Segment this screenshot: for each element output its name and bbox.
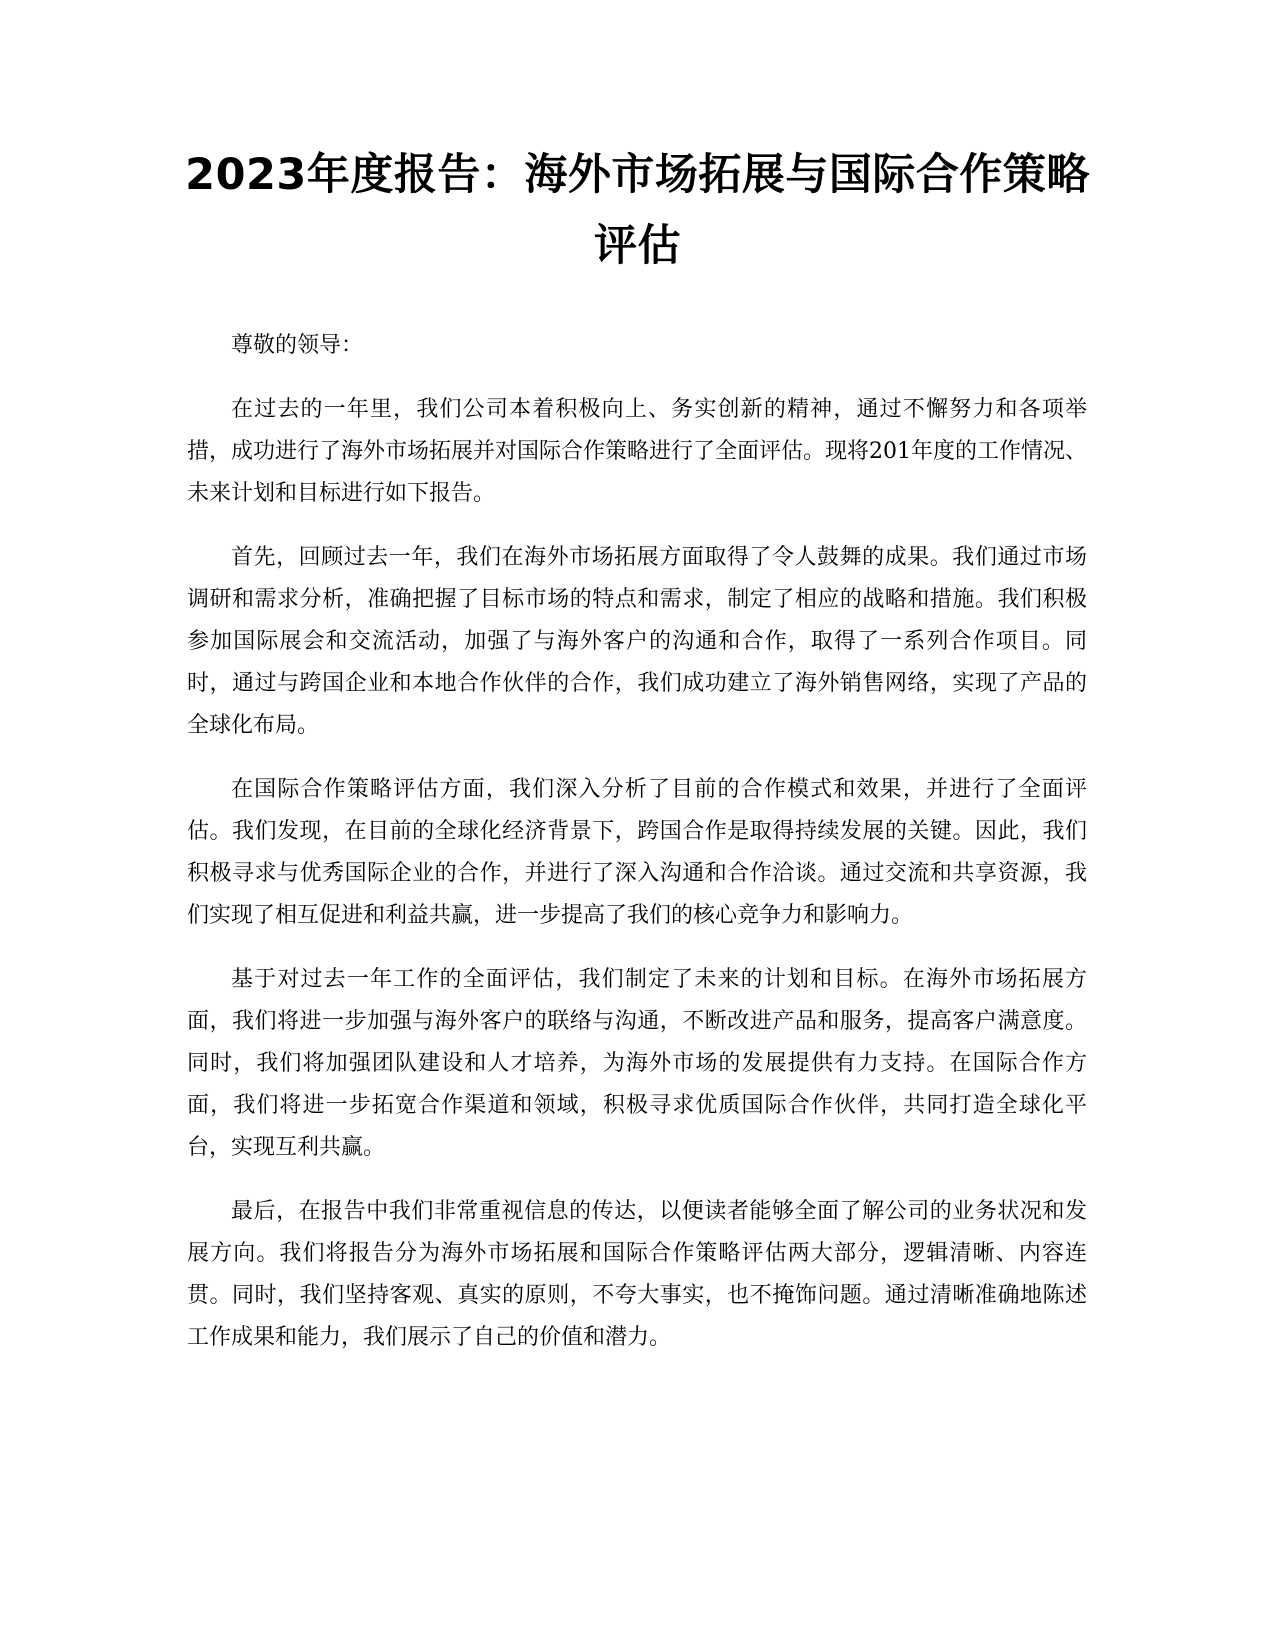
document-title: 2023年度报告：海外市场拓展与国际合作策略评估 bbox=[185, 150, 1090, 271]
document-body bbox=[187, 325, 1087, 1381]
paragraph-cooperation-evaluation: 在国际合作策略评估方面，我们深入分析了目前的合作模式和效果，并进行了全面评估。我们发现，在目前的全球化经济背景下，跨国合作是取得持续发展的关键。因此，我们积极寻求与优秀国际企业的合作，并进行了深入沟通和合作洽谈。通过交流和共享资源，我们实现了相互促进和利益共赢，进一步提高了我们的核心竞争力和影响力。 bbox=[187, 777, 1087, 928]
paragraph-intro: 在过去的一年里，我们公司本着积极向上、务实创新的精神，通过不懈努力和各项举措，成功进行了海外市场拓展并对国际合作策略进行了全面评估。现将201年度的工作情况、未来计划和目标进行如下报告。 bbox=[187, 397, 1087, 506]
paragraph-conclusion: 最后，在报告中我们非常重视信息的传达，以便读者能够全面了解公司的业务状况和发展方向。我们将报告分为海外市场拓展和国际合作策略评估两大部分，逻辑清晰、内容连贯。同时，我们坚持客观、真实的原则，不夸大事实，也不掩饰问题。通过清晰准确地陈述工作成果和能力，我们展示了自己的价值和潜力。 bbox=[187, 1199, 1087, 1350]
paragraph-future-plans: 基于对过去一年工作的全面评估，我们制定了未来的计划和目标。在海外市场拓展方面，我们将进一步加强与海外客户的联络与沟通，不断改进产品和服务，提高客户满意度。同时，我们将加强团队建设和人才培养，为海外市场的发展提供有力支持。在国际合作方面，我们将进一步拓宽合作渠道和领域，积极寻求优质国际合作伙伴，共同打造全球化平台，实现互利共赢。 bbox=[187, 967, 1087, 1160]
salutation: 尊敬的领导： bbox=[231, 333, 364, 358]
paragraph-review: 首先，回顾过去一年，我们在海外市场拓展方面取得了令人鼓舞的成果。我们通过市场调研和需求分析，准确把握了目标市场的特点和需求，制定了相应的战略和措施。我们积极参加国际展会和交流活动，加强了与海外客户的沟通和合作，取得了一系列合作项目。同时，通过与跨国企业和本地合作伙伴的合作，我们成功建立了海外销售网络，实现了产品的全球化布局。 bbox=[187, 545, 1087, 738]
